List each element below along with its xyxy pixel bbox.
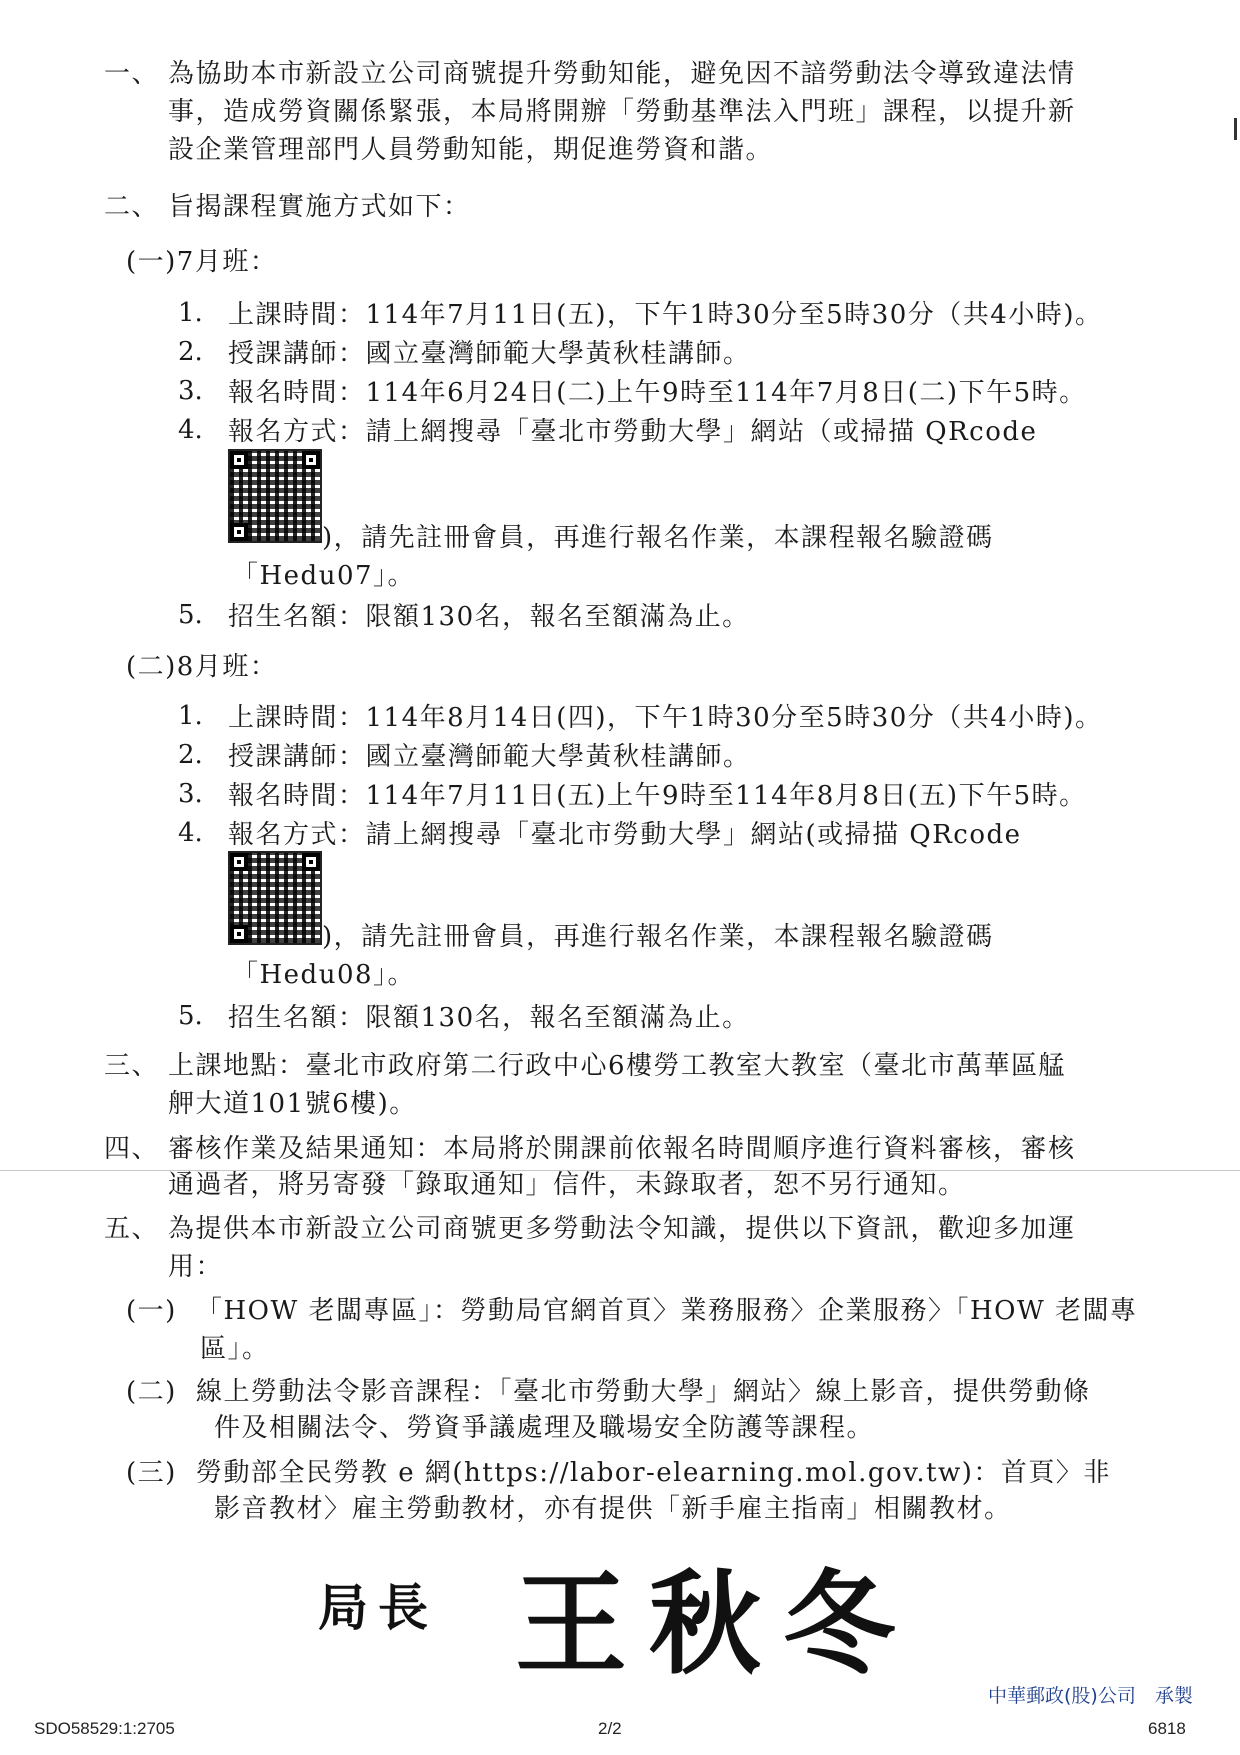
section-4-marker: 四、 xyxy=(104,1134,160,1164)
section-3-marker: 三、 xyxy=(104,1051,160,1081)
august-item-4-text: 報名方式：請上網搜尋「臺北市勞動大學」網站(或掃描 QRcode xyxy=(228,820,1022,850)
signature-name: 王秋冬 xyxy=(515,1559,917,1690)
section-5-sub-1-line-2: 區」。 xyxy=(200,1334,270,1364)
section-1-marker: 一、 xyxy=(104,59,160,89)
signature-title: 局長 xyxy=(318,1578,438,1637)
july-item-2-number: 2. xyxy=(178,337,203,367)
qr-code-icon[interactable] xyxy=(228,449,322,543)
section-2-text: 旨揭課程實施方式如下： xyxy=(168,192,471,222)
section-5-sub-2-marker: (二) xyxy=(126,1377,177,1407)
section-5-sub-1-marker: (一) xyxy=(126,1296,177,1326)
august-class-heading: (二)8月班： xyxy=(126,652,278,682)
august-item-2-text: 授課講師：國立臺灣師範大學黃秋桂講師。 xyxy=(228,742,751,772)
section-2-marker: 二、 xyxy=(104,192,160,222)
scan-edge-mark xyxy=(1234,118,1237,140)
august-item-5-number: 5. xyxy=(178,1001,203,1031)
july-item-5-text: 招生名額：限額130名，報名至額滿為止。 xyxy=(228,602,750,632)
august-item-1-text: 上課時間：114年8月14日(四)，下午1時30分至5時30分（共4小時)。 xyxy=(228,703,1103,733)
page-number: 2/2 xyxy=(598,1719,622,1738)
qr-code-icon[interactable] xyxy=(228,851,322,945)
section-5-sub-2-line-2: 件及相關法令、勞資爭議處理及職場安全防護等課程。 xyxy=(214,1413,875,1443)
july-item-1-number: 1. xyxy=(178,298,203,328)
section-5-marker: 五、 xyxy=(104,1214,160,1244)
section-5-sub-2-line-1: 線上勞動法令影音課程：「臺北市勞動大學」網站〉線上影音，提供勞動條 xyxy=(196,1377,1091,1407)
section-5-sub-3-line-1: 勞動部全民勞教 e 網(https://labor-elearning.mol.gov.tw)：首頁〉非 xyxy=(196,1458,1111,1488)
section-4-line-1: 審核作業及結果通知：本局將於開課前依報名時間順序進行資料審核，審核 xyxy=(168,1134,1076,1164)
august-item-5-text: 招生名額：限額130名，報名至額滿為止。 xyxy=(228,1003,750,1033)
section-1-line-1: 為協助本市新設立公司商號提升勞動知能，避免因不諳勞動法令導致違法情 xyxy=(168,59,1076,89)
august-item-4-text-cont: )，請先註冊會員，再進行報名作業，本課程報名驗證碼 xyxy=(322,922,994,952)
august-verification-code: 「Hedu08」。 xyxy=(232,960,416,990)
section-3-line-1: 上課地點：臺北市政府第二行政中心6樓勞工教室大教室（臺北市萬華區艋 xyxy=(168,1051,1067,1081)
section-5-line-1: 為提供本市新設立公司商號更多勞動法令知識，提供以下資訊，歡迎多加運 xyxy=(168,1214,1076,1244)
section-5-sub-1-line-1: 「HOW 老闆專區」：勞動局官網首頁〉業務服務〉企業服務〉「HOW 老闆專 xyxy=(196,1296,1138,1326)
postal-printer-note: 中華郵政(股)公司 承製 xyxy=(988,1685,1193,1707)
section-5-sub-3-marker: (三) xyxy=(126,1458,177,1488)
july-item-5-number: 5. xyxy=(178,600,203,630)
july-item-1-text: 上課時間：114年7月11日(五)，下午1時30分至5時30分（共4小時)。 xyxy=(228,300,1103,330)
august-item-3-text: 報名時間：114年7月11日(五)上午9時至114年8月8日(五)下午5時。 xyxy=(228,781,1087,811)
section-1-line-3: 設企業管理部門人員勞動知能，期促進勞資和諧。 xyxy=(168,135,774,165)
july-item-4-text: 報名方式：請上網搜尋「臺北市勞動大學」網站（或掃描 QRcode xyxy=(228,417,1038,447)
august-item-3-number: 3. xyxy=(178,779,203,809)
section-5-line-2: 用： xyxy=(168,1252,224,1282)
section-3-line-2: 舺大道101號6樓)。 xyxy=(168,1089,417,1119)
july-item-3-number: 3. xyxy=(178,376,203,406)
document-code: SDO58529:1:2705 xyxy=(34,1719,175,1738)
july-class-heading: (一)7月班： xyxy=(126,247,278,277)
july-verification-code: 「Hedu07」。 xyxy=(232,561,416,591)
july-item-4-text-cont: )，請先註冊會員，再進行報名作業，本課程報名驗證碼 xyxy=(322,523,994,553)
august-item-1-number: 1. xyxy=(178,701,203,731)
section-1-line-2: 事，造成勞資關係緊張，本局將開辦「勞動基準法入門班」課程，以提升新 xyxy=(168,97,1076,127)
july-item-3-text: 報名時間：114年6月24日(二)上午9時至114年7月8日(二)下午5時。 xyxy=(228,378,1087,408)
august-item-2-number: 2. xyxy=(178,740,203,770)
section-4-line-2: 通過者，將另寄發「錄取通知」信件，未錄取者，恕不另行通知。 xyxy=(168,1170,966,1200)
serial-number: 6818 xyxy=(1148,1719,1186,1738)
july-item-4-number: 4. xyxy=(178,415,203,445)
august-item-4-number: 4. xyxy=(178,818,203,848)
july-item-2-text: 授課講師：國立臺灣師範大學黃秋桂講師。 xyxy=(228,339,751,369)
section-5-sub-3-line-2: 影音教材〉雇主勞動教材，亦有提供「新手雇主指南」相關教材。 xyxy=(214,1494,1012,1524)
